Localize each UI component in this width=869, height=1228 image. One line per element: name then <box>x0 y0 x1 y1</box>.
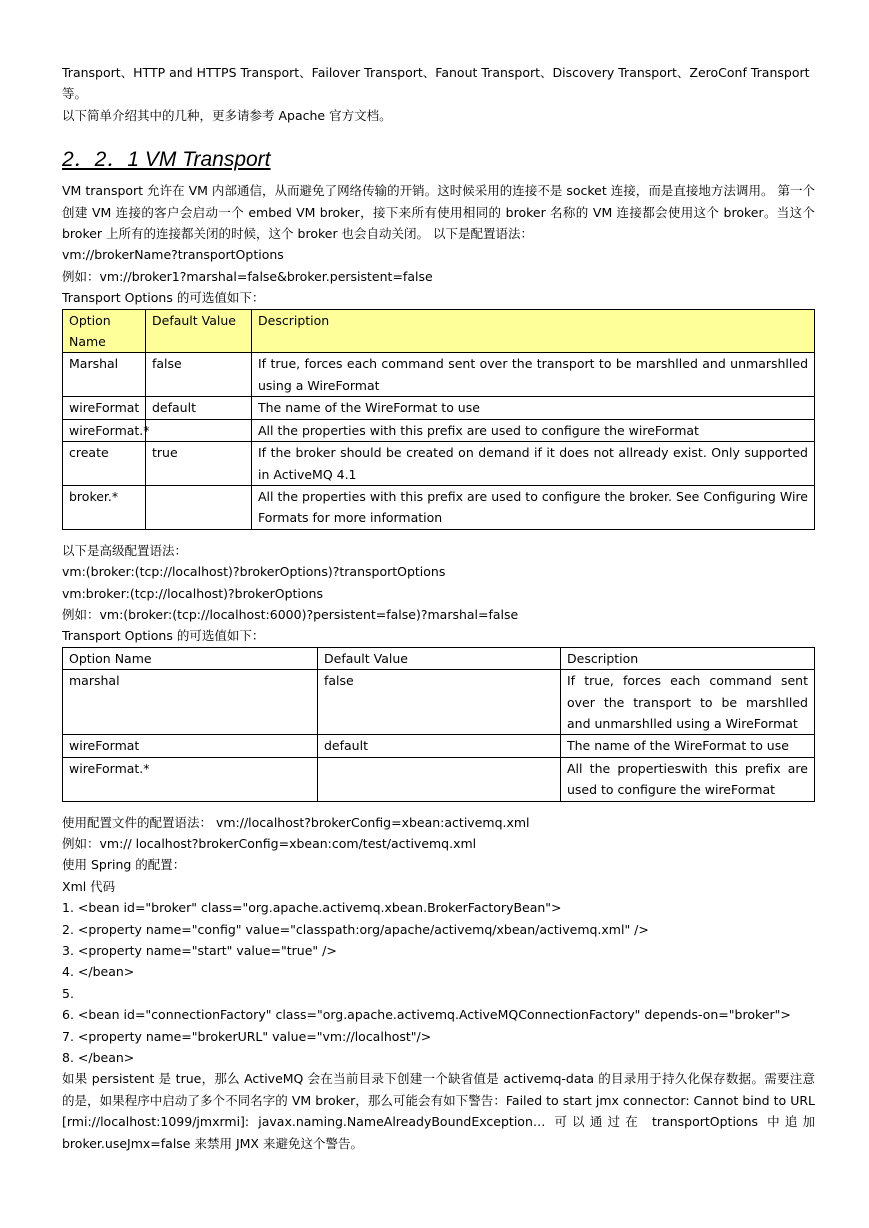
table-cell: If true, forces each command sent over the transport to be marshlled and unmarshlled using a WireFormat <box>561 670 815 735</box>
code-line: 3. <property name="start" value="true" /> <box>62 943 337 959</box>
table-cell: If true, forces each command sent over the transport to be marshlled and unmarshlled using a WireFormat <box>252 353 815 397</box>
code-line: 4. </bean> <box>62 964 135 980</box>
advanced-syntax-2: vm:broker:(tcp://localhost)?brokerOptions <box>62 585 323 601</box>
table-cell: wireFormat.* <box>63 419 146 441</box>
closing-paragraph: 如果 persistent 是 true，那么 ActiveMQ 会在当前目录下创建一个缺省值是 activemq-data 的目录用于持久化保存数据。需要注意的是，如果程序中启动了多个不同名字的 VM broker，那么可能会有如下警告：Failed to start jmx connector: Cannot bind to URL [rmi://localhost:1099/jmxrmi]: javax.naming.NameAlreadyBoundException… 可以通过在 transportOptions 中追加 broker.useJmx=false 来禁用 JMX 来避免这个警告。 <box>62 1071 815 1151</box>
vm-syntax: vm://brokerName?transportOptions <box>62 247 284 263</box>
intro-line-1: Transport、HTTP and HTTPS Transport、Failover Transport、Fanout Transport、Discovery Transport、ZeroConf Transport 等。 <box>62 65 810 102</box>
table-cell: false <box>146 353 252 397</box>
config-example: 例如：vm:// localhost?brokerConfig=xbean:com/test/activemq.xml <box>62 836 477 851</box>
table-row <box>63 442 815 486</box>
table-cell: marshal <box>63 670 318 735</box>
options-table-1 <box>62 309 815 530</box>
header-cell: Default Value <box>318 647 561 669</box>
table-header-row <box>63 309 815 353</box>
section-paragraph: VM transport 允许在 VM 内部通信，从而避免了网络传输的开销。这时候采用的连接不是 socket 连接，而是直接地方法调用。 第一个创建 VM 连接的客户会启动一个 embed VM broker，接下来所有使用相同的 broker 名称的 VM 连接都会使用这个 broker。当这个 broker 上所有的连接都关闭的时候，这个 broker 也会自动关闭。 以下是配置语法： <box>62 183 815 242</box>
table-cell <box>318 757 561 801</box>
vm-example: 例如：vm://broker1?marshal=false&broker.persistent=false <box>62 268 433 284</box>
table-row <box>63 353 815 397</box>
table-header-row <box>63 647 815 669</box>
intro-line-2: 以下简单介绍其中的几种，更多请参考 Apache 官方文档。 <box>62 107 392 123</box>
table-cell: create <box>63 442 146 486</box>
options-table-2 <box>62 647 815 802</box>
document-page <box>62 62 815 1154</box>
xml-code-label: Xml 代码 <box>62 878 116 894</box>
table-row <box>63 757 815 801</box>
table-cell <box>146 485 252 529</box>
spring-config-label: 使用 Spring 的配置： <box>62 857 186 873</box>
table-row <box>63 397 815 419</box>
table-row <box>63 419 815 441</box>
table-cell: broker.* <box>63 485 146 529</box>
code-line: 6. <bean id="connectionFactory" class="org.apache.activemq.ActiveMQConnectionFactory" depends-on="broker"> <box>62 1007 791 1023</box>
options-intro-1: Transport Options 的可选值如下： <box>62 290 265 306</box>
header-cell: Default Value <box>146 309 252 353</box>
code-line: 2. <property name="config" value="classpath:org/apache/activemq/xbean/activemq.xml" /> <box>62 921 649 937</box>
table-row <box>63 485 815 529</box>
header-cell: Option Name <box>63 309 146 353</box>
header-cell: Description <box>252 309 815 353</box>
code-line: 5. <box>62 985 74 1001</box>
table-cell: wireFormat.* <box>63 757 318 801</box>
table-cell: true <box>146 442 252 486</box>
table-row <box>63 735 815 757</box>
header-cell: Option Name <box>63 647 318 669</box>
table-cell <box>146 419 252 441</box>
table-cell: All the properties with this prefix are used to configure the wireFormat <box>252 419 815 441</box>
table-cell: default <box>318 735 561 757</box>
advanced-example: 例如：vm:(broker:(tcp://localhost:6000)?persistent=false)?marshal=false <box>62 606 519 622</box>
table-cell: wireFormat <box>63 397 146 419</box>
advanced-syntax-1: vm:(broker:(tcp://localhost)?brokerOptions)?transportOptions <box>62 564 446 580</box>
advanced-intro: 以下是高级配置语法： <box>62 542 188 558</box>
code-line: 7. <property name="brokerURL" value="vm://localhost"/> <box>62 1028 432 1044</box>
table-cell: Marshal <box>63 353 146 397</box>
config-syntax: 使用配置文件的配置语法： vm://localhost?brokerConfig=xbean:activemq.xml <box>62 814 530 830</box>
table-cell: The name of the WireFormat to use <box>561 735 815 757</box>
table-cell: wireFormat <box>63 735 318 757</box>
table-cell: default <box>146 397 252 419</box>
code-line: 8. </bean> <box>62 1050 135 1066</box>
table-cell: All the propertieswith this prefix are used to configure the wireFormat <box>561 757 815 801</box>
options-intro-2: Transport Options 的可选值如下： <box>62 628 265 644</box>
table-cell: All the properties with this prefix are used to configure the broker. See Configuring Wire Formats for more information <box>252 485 815 529</box>
table-cell: If the broker should be created on demand if it does not allready exist. Only supported in ActiveMQ 4.1 <box>252 442 815 486</box>
code-line: 1. <bean id="broker" class="org.apache.activemq.xbean.BrokerFactoryBean"> <box>62 900 562 916</box>
code-block <box>62 897 815 1068</box>
table-row <box>63 670 815 735</box>
table-cell: The name of the WireFormat to use <box>252 397 815 419</box>
header-cell: Description <box>561 647 815 669</box>
table-cell: false <box>318 670 561 735</box>
section-heading: 2．2．1 VM Transport <box>62 148 271 172</box>
